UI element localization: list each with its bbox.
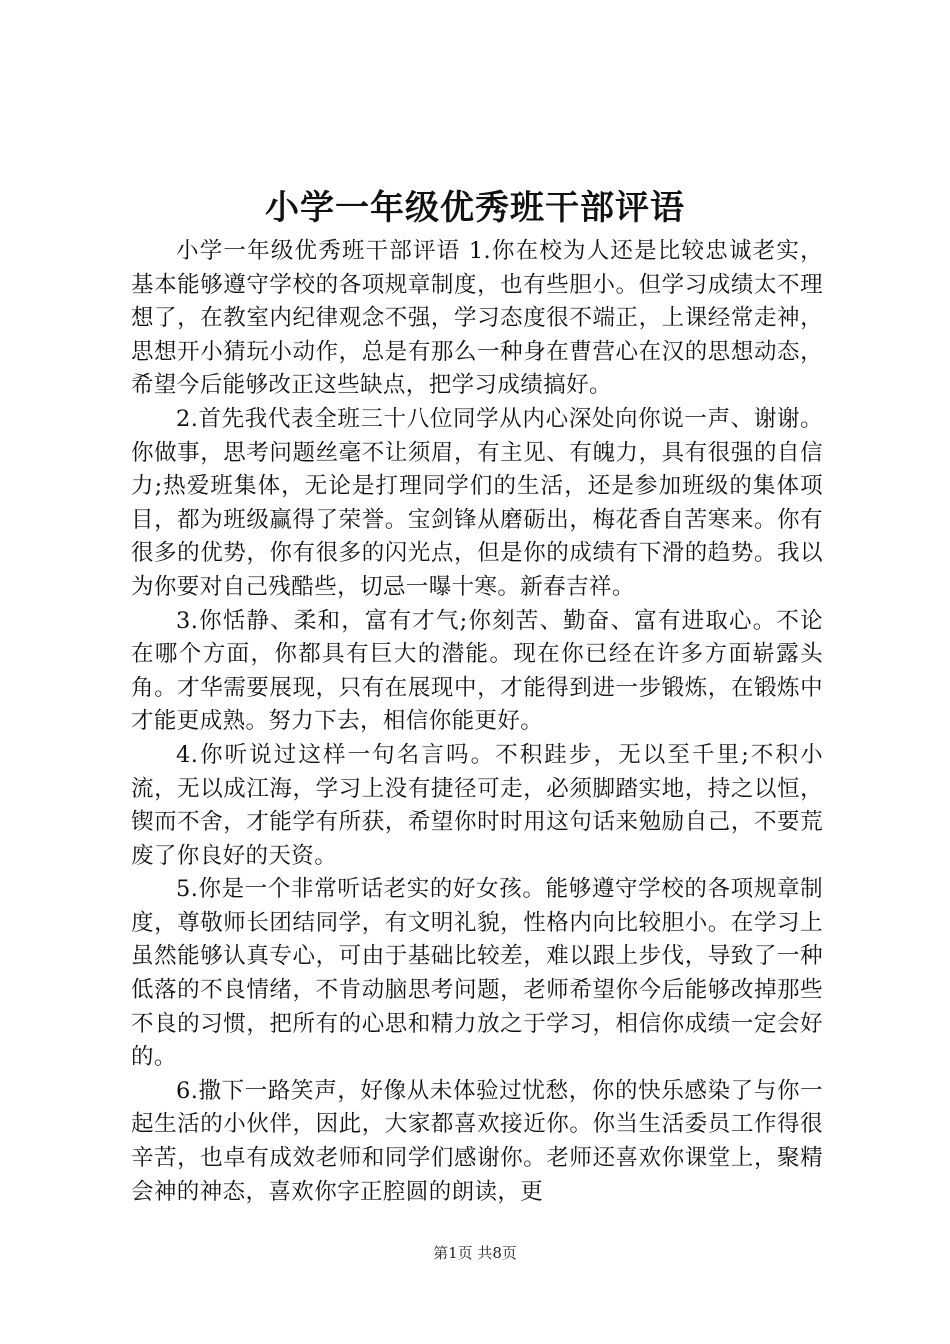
paragraph-6: 6.撒下一路笑声，好像从未体验过忧愁，你的快乐感染了与你一起生活的小伙伴，因此，大家都喜欢接近你。你当生活委员工作得很辛苦，也卓有成效老师和同学们感谢你。老师还喜欢你课堂上，聚精会神的神态，喜欢你字正腔圆的朗读，更: [131, 1077, 823, 1205]
paragraph-5: 5.你是一个非常听话老实的好女孩。能够遵守学校的各项规章制度，尊敬师长团结同学，有文明礼貌，性格内向比较胆小。在学习上虽然能够认真专心，可由于基础比较差，难以跟上步伐，导致了一种低落的不良情绪，不肯动脑思考问题，老师希望你今后能够改掉那些不良的习惯，把所有的心思和精力放之于学习，相信你成绩一定会好的。: [131, 876, 823, 1071]
page-number-footer: 第1页 共8页: [433, 1244, 517, 1262]
paragraph-2: 2.首先我代表全班三十八位同学从内心深处向你说一声、谢谢。你做事，思考问题丝毫不让须眉，有主见、有魄力，具有很强的自信力;热爱班集体，无论是打理同学们的生活，还是参加班级的集体项目，都为班级赢得了荣誉。宝剑锋从磨砺出，梅花香自苦寒来。你有很多的优势，你有很多的闪光点，但是你的成绩有下滑的趋势。我以为你要对自己残酷些，切忌一曝十寒。新春吉祥。: [131, 405, 823, 600]
paragraph-1: 小学一年级优秀班干部评语 1.你在校为人还是比较忠诚老实，基本能够遵守学校的各项规章制度，也有些胆小。但学习成绩太不理想了，在教室内纪律观念不强，学习态度很不端正，上课经常走神，思想开小猜玩小动作，总是有那么一种身在曹营心在汉的思想动态，希望今后能够改正这些缺点，把学习成绩搞好。: [131, 238, 823, 399]
document-body: [131, 235, 823, 1209]
document-title: 小学一年级优秀班干部评语: [265, 188, 685, 228]
paragraph-3: 3.你恬静、柔和，富有才气;你刻苦、勤奋、富有进取心。不论在哪个方面，你都具有巨大的潜能。现在你已经在许多方面崭露头角。才华需要展现，只有在展现中，才能得到进一步锻炼，在锻炼中才能更成熟。努力下去，相信你能更好。: [131, 607, 823, 735]
paragraph-4: 4.你听说过这样一句名言吗。不积跬步，无以至千里;不积小流，无以成江海，学习上没有捷径可走，必须脚踏实地，持之以恒，锲而不舍，才能学有所获，希望你时时用这句话来勉励自己，不要荒废了你良好的天资。: [131, 741, 823, 869]
